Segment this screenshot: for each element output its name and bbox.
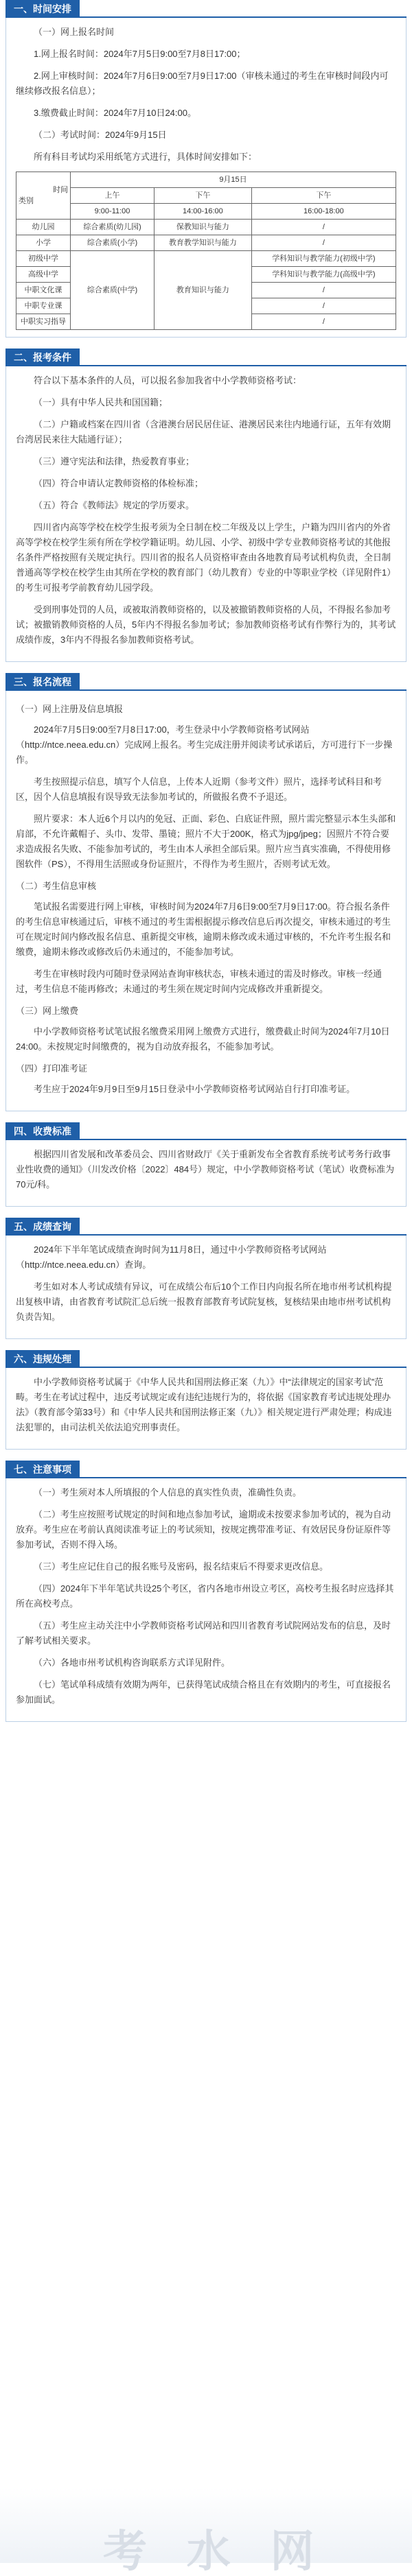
section-title: 七、注意事项 [5, 1461, 80, 1478]
table-row: 高级中学 学科知识与教学能力(高级中学) [16, 267, 396, 283]
section-body-notes [5, 1478, 407, 1722]
section-title: 三、报名流程 [5, 673, 80, 691]
paragraph: （三）考生应记住自己的报名账号及密码，报名结束后不得要求更改信息。 [34, 1561, 329, 1572]
table-row: 中职文化课 / [16, 283, 396, 298]
section-header-violations [0, 1350, 412, 1368]
paragraph: 考生如对本人考试成绩有异议，可在成绩公布后10个工作日内向报名所在地市州考试机构提出复核申请，由省教育考试院汇总后统一报教育部教育考试院复核，复核结果由地市州考试机构负责告知。 [16, 1281, 392, 1322]
table-row: 中职实习指导 / [16, 314, 396, 330]
subheading: （四）打印准考证 [16, 1063, 88, 1074]
section-header-schedule [0, 0, 412, 18]
paragraph: （七）笔试单科成绩有效期为两年，已获得笔试成绩合格且在有效期内的考生，可直接报名参加面试。 [16, 1679, 391, 1705]
section-body-schedule [5, 18, 407, 338]
exam-schedule-table: 时间 类别 9月15日 上午 下午 下午 9:00-11:00 14:00-16:00 16:00-18:00 幼儿园 综合素质(幼儿园) 保教知识与能力 / 小学 综合素质(小学) 教育教学知识与能力 / 初级中学 综合素质(中学) 教育知识与能力 学科知识与教学能力(初级中学) 高级中学 学科知识与教学能力(高级中学) 中职文化课 / 中职专业课 / 中职实习指导 / [16, 172, 396, 330]
paragraph: 所有科目考试均采用纸笔方式进行，具体时间安排如下： [34, 152, 258, 162]
section-title: 六、违规处理 [5, 1350, 80, 1368]
paragraph: （一）具有中华人民共和国国籍； [34, 397, 168, 407]
section-body-violations [5, 1368, 407, 1450]
section-header-fees [0, 1122, 412, 1140]
watermark-text: 考 水 网 [103, 2527, 328, 2576]
paragraph: 考生在审核时段内可随时登录网站查询审核状态，审核未通过的需及时修改。审核一经通过，考生信息不能再修改；未通过的考生须在规定时间内完成修改并重新提交。 [16, 969, 382, 994]
paragraph: 考生按照提示信息，填写个人信息，上传本人近期（参考文件）照片，选择考试科目和考区，因个人信息填报有误导致无法参加考试的，所做报名费不予退还。 [16, 777, 382, 802]
paragraph: （四）符合申请认定教师资格的体检标准； [34, 478, 204, 488]
section-title: 一、时间安排 [5, 0, 80, 18]
paragraph: 中小学教师资格考试属于《中华人民共和国刑法修正案（九）》中“法律规定的国家考试”范畴。考生在考试过程中，违反考试规定或有违纪违规行为的，将依据《国家教育考试违规处理办法》（教育部令第33号）和《中华人民共和国刑法修正案（九）》相关规定进行严肃处理；构成违法犯罪的，由司法机关依法追究刑事责任。 [16, 1377, 392, 1432]
section-body-eligibility [5, 366, 407, 662]
paragraph: 四川省内高等学校在校学生报考须为全日制在校二年级及以上学生，户籍为四川省内的外省高等学校在校学生须有所在学校学籍证明。幼儿园、小学、初级中学专业教师资格考试的其他报名条件严格按照有关规定执行。四川省的报名人员资格审查由各地教育局考试机构负责，全日制普通高等学校在校学生由其所在学校的教育部门（幼儿教育）专业的中等职业学校（详见附件1）的考生可报考学前教育幼儿园学段。 [16, 522, 396, 593]
paragraph: （三）遵守宪法和法律，热爱教育事业； [34, 456, 195, 466]
section-header-results [0, 1218, 412, 1236]
watermark [0, 2488, 412, 2576]
section-header-registration [0, 673, 412, 691]
section-header-notes [0, 1461, 412, 1478]
paragraph: 笔试报名需要进行网上审核，审核时间为2024年7月6日9:00至7月9日17:00。符合报名条件的考生信息审核通过后，审核不通过的考生需根据提示修改信息后再次提交，审核未通过的考生可在规定时间内修改报名信息、重新提交审核，逾期未修改或未通过审核的，不允许考生报名和缴费，逾期未修改或修改后仍未通过的，不能参加考试。 [16, 901, 391, 957]
paragraph: （五）考生应主动关注中小学教师资格考试网站和四川省教育考试院网站发布的信息，及时了解考试相关要求。 [16, 1620, 391, 1646]
paragraph: 1.网上报名时间：2024年7月5日9:00至7月8日17:00； [34, 49, 246, 59]
paragraph: （六）各地市州考试机构咨询联系方式详见附件。 [34, 1657, 231, 1668]
table-row: 幼儿园 综合素质(幼儿园) 保教知识与能力 / [16, 220, 396, 235]
section-body-registration [5, 691, 407, 1111]
subheading: （二）考生信息审核 [16, 881, 97, 891]
table-row: 中职专业课 / [16, 298, 396, 314]
paragraph: （一）网上报名时间 [34, 27, 115, 37]
paragraph: 受到刑事处罚的人员，或被取消教师资格的，以及被撤销教师资格的人员，不得报名参加考试；被撤销教师资格的人员，5年内不得报名参加考试；参加教师资格考试有作弊行为的，其考试成绩作废，3年内不得报名参加教师资格考试。 [16, 604, 396, 645]
section-header-eligibility [0, 348, 412, 366]
paragraph: 2.网上审核时间：2024年7月6日9:00至7月9日17:00（审核未通过的考生在审核时间段内可继续修改报名信息）； [16, 71, 389, 96]
section-body-results [5, 1236, 407, 1339]
paragraph: 3.缴费截止时间：2024年7月10日24:00。 [34, 108, 196, 118]
paragraph: （四）2024年下半年笔试共设25个考区，省内各地市州设立考区，高校考生报名时应选择其所在高校考点。 [16, 1583, 394, 1609]
paragraph: （一）考生须对本人所填报的个人信息的真实性负责，准确性负责。 [34, 1487, 302, 1498]
paragraph: （二）考生应按照考试规定的时间和地点参加考试，逾期或未按要求参加考试的，视为自动放弃。考生应在考前认真阅读准考证上的考试须知，按规定携带准考证、有效居民身份证原件等参加考试，否则不得入场。 [16, 1509, 391, 1550]
section-body-fees [5, 1140, 407, 1207]
paragraph: 2024年7月5日9:00至7月8日17:00，考生登录中小学教师资格考试网站（http://ntce.neea.edu.cn）完成网上报名。考生完成注册并阅读考试承诺后，方可进行下一步操作。 [16, 724, 393, 765]
section-title: 四、收费标准 [5, 1122, 80, 1140]
table-row: 小学 综合素质(小学) 教育教学知识与能力 / [16, 235, 396, 251]
section-title: 二、报考条件 [5, 348, 80, 366]
paragraph: 照片要求：本人近6个月以内的免冠、正面、彩色、白底证件照，照片需完整显示本生头部和肩部，不允许戴帽子、头巾、发带、墨镜；照片不大于200K，格式为jpg/jpeg；因照片不符合要求造成报名失败、不能参加考试的，考生由本人承担全部后果。照片应当真实准确，不得使用修图软件（PS），不得用生活照或身份证照片，不得作为考生照片，否则考试无效。 [16, 814, 396, 869]
paragraph: （五）符合《教师法》规定的学历要求。 [34, 500, 195, 510]
subheading: （一）网上注册及信息填报 [16, 704, 124, 714]
paragraph: 符合以下基本条件的人员，可以报名参加我省中小学教师资格考试： [34, 375, 302, 386]
paragraph: 根据四川省发展和改革委员会、四川省财政厅《关于重新发布全省教育系统考试考务行政事业性收费的通知》（川发改价格〔2022〕484号）规定，中小学教师资格考试（笔试）收费标准为70元/科。 [16, 1149, 395, 1190]
subheading: （三）网上缴费 [16, 1006, 79, 1016]
section-title: 五、成绩查询 [5, 1218, 80, 1236]
paragraph: 中小学教师资格考试笔试报名缴费采用网上缴费方式进行，缴费截止时间为2024年7月10日24:00。未按规定时间缴费的，视为自动放弃报名，不能参加考试。 [16, 1026, 390, 1052]
paragraph: （二）户籍或档案在四川省（含港澳台居民居住证、港澳居民来往内地通行证，五年有效期台湾居民来往大陆通行证）； [16, 419, 391, 445]
paragraph: （二）考试时间：2024年9月15日 [34, 130, 167, 140]
table-row: 初级中学 综合素质(中学) 教育知识与能力 学科知识与教学能力(初级中学) [16, 251, 396, 267]
paragraph: 考生应于2024年9月9日至9月15日登录中小学教师资格考试网站自行打印准考证。 [34, 1084, 356, 1094]
paragraph: 2024年下半年笔试成绩查询时间为11月8日，通过中小学教师资格考试网站（http://ntce.neea.edu.cn）查询。 [16, 1244, 327, 1270]
